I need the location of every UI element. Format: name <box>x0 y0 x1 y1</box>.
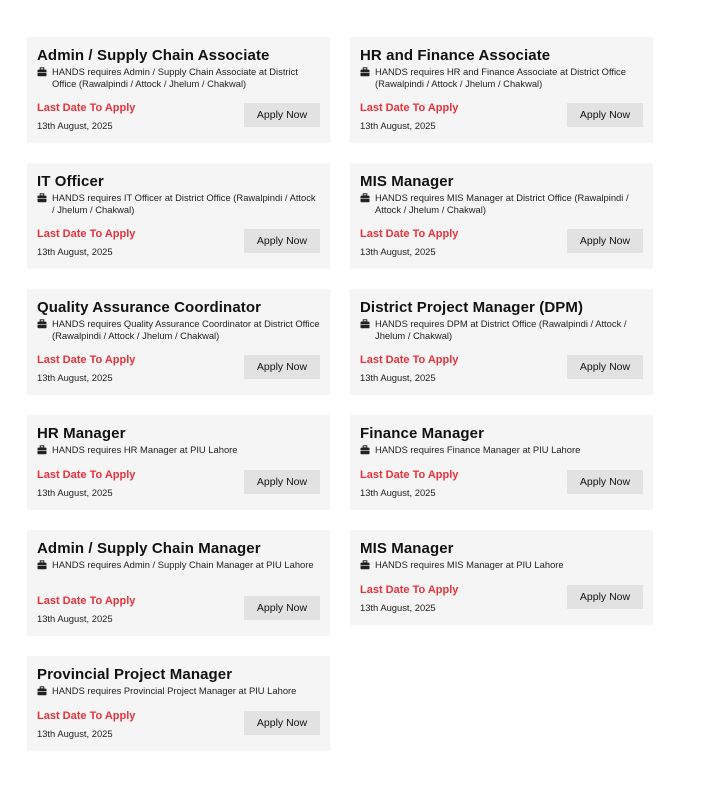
job-title: HR Manager <box>37 425 126 442</box>
job-description: HANDS requires MIS Manager at PIU Lahore <box>375 559 564 570</box>
deadline-label: Last Date To Apply <box>37 710 136 722</box>
briefcase-icon <box>360 560 370 570</box>
briefcase-icon <box>37 560 47 570</box>
job-footer <box>360 353 643 387</box>
briefcase-icon <box>360 193 370 203</box>
deadline-label: Last Date To Apply <box>360 584 459 596</box>
job-description-row <box>37 192 320 216</box>
job-title: MIS Manager <box>360 540 454 557</box>
job-card <box>350 37 653 143</box>
apply-now-button[interactable]: Apply Now <box>567 470 643 494</box>
job-description: HANDS requires HR Manager at PIU Lahore <box>52 444 238 455</box>
job-description: HANDS requires Quality Assurance Coordinator at District Office (Rawalpindi / Attock / Jhelum / Chakwal) <box>52 318 320 341</box>
job-footer <box>37 709 320 743</box>
job-description-row <box>360 318 643 342</box>
job-footer <box>37 101 320 135</box>
job-footer <box>360 468 643 502</box>
apply-now-button[interactable]: Apply Now <box>244 229 320 253</box>
job-title: Finance Manager <box>360 425 485 442</box>
job-footer <box>37 594 320 628</box>
job-footer <box>360 227 643 261</box>
briefcase-icon <box>37 686 47 696</box>
briefcase-icon <box>37 445 47 455</box>
deadline-date: 13th August, 2025 <box>360 487 436 498</box>
job-listings-grid <box>27 37 653 751</box>
job-footer <box>37 227 320 261</box>
briefcase-icon <box>360 67 370 77</box>
job-title: District Project Manager (DPM) <box>360 299 584 316</box>
job-card <box>350 530 653 625</box>
job-card <box>27 37 330 143</box>
job-title: Quality Assurance Coordinator <box>37 299 262 316</box>
deadline-label: Last Date To Apply <box>360 102 459 114</box>
deadline-label: Last Date To Apply <box>360 469 459 481</box>
job-description-row <box>360 66 643 90</box>
briefcase-icon <box>37 193 47 203</box>
job-card <box>350 163 653 269</box>
deadline-date: 13th August, 2025 <box>360 246 436 257</box>
deadline-date: 13th August, 2025 <box>37 487 113 498</box>
job-description-row <box>37 685 320 697</box>
briefcase-icon <box>360 445 370 455</box>
deadline-label: Last Date To Apply <box>37 102 136 114</box>
apply-now-button[interactable]: Apply Now <box>567 229 643 253</box>
job-title: Provincial Project Manager <box>37 666 233 683</box>
apply-now-button[interactable]: Apply Now <box>244 711 320 735</box>
job-title: HR and Finance Associate <box>360 47 551 64</box>
job-description: HANDS requires MIS Manager at District Office (Rawalpindi / Attock / Jhelum / Chakwal) <box>375 192 629 215</box>
job-title: Admin / Supply Chain Associate <box>37 47 270 64</box>
job-description-row <box>37 559 320 571</box>
deadline-date: 13th August, 2025 <box>37 613 113 624</box>
job-card <box>27 163 330 269</box>
deadline-date: 13th August, 2025 <box>37 728 113 739</box>
deadline-label: Last Date To Apply <box>360 228 459 240</box>
job-title: IT Officer <box>37 173 104 190</box>
briefcase-icon <box>37 67 47 77</box>
deadline-label: Last Date To Apply <box>37 469 136 481</box>
deadline-date: 13th August, 2025 <box>360 372 436 383</box>
job-footer <box>37 353 320 387</box>
apply-now-button[interactable]: Apply Now <box>244 355 320 379</box>
job-description: HANDS requires Admin / Supply Chain Associate at District Office (Rawalpindi / Attock / Jhelum / Chakwal) <box>52 66 298 89</box>
job-description: HANDS requires Finance Manager at PIU Lahore <box>375 444 581 455</box>
deadline-label: Last Date To Apply <box>37 228 136 240</box>
apply-now-button[interactable]: Apply Now <box>244 596 320 620</box>
job-description-row <box>37 444 320 456</box>
job-description-row <box>37 318 320 342</box>
job-card <box>27 289 330 395</box>
briefcase-icon <box>360 319 370 329</box>
deadline-label: Last Date To Apply <box>37 354 136 366</box>
job-card <box>350 289 653 395</box>
job-footer <box>360 101 643 135</box>
job-card <box>27 656 330 751</box>
job-description: HANDS requires IT Officer at District Office (Rawalpindi / Attock / Jhelum / Chakwal) <box>52 192 316 215</box>
job-footer <box>360 583 643 617</box>
job-description: HANDS requires Admin / Supply Chain Manager at PIU Lahore <box>52 559 314 570</box>
job-description-row <box>360 444 643 456</box>
job-title: Admin / Supply Chain Manager <box>37 540 261 557</box>
apply-now-button[interactable]: Apply Now <box>244 103 320 127</box>
deadline-date: 13th August, 2025 <box>37 120 113 131</box>
deadline-date: 13th August, 2025 <box>360 602 436 613</box>
job-description-row <box>360 192 643 216</box>
deadline-label: Last Date To Apply <box>360 354 459 366</box>
apply-now-button[interactable]: Apply Now <box>567 355 643 379</box>
job-card <box>27 415 330 510</box>
job-description-row <box>360 559 643 571</box>
deadline-label: Last Date To Apply <box>37 595 136 607</box>
job-footer <box>37 468 320 502</box>
job-card <box>27 530 330 636</box>
job-description-row <box>37 66 320 90</box>
job-card <box>350 415 653 510</box>
job-title: MIS Manager <box>360 173 454 190</box>
apply-now-button[interactable]: Apply Now <box>567 103 643 127</box>
job-description: HANDS requires DPM at District Office (Rawalpindi / Attock / Jhelum / Chakwal) <box>375 318 627 341</box>
deadline-date: 13th August, 2025 <box>360 120 436 131</box>
apply-now-button[interactable]: Apply Now <box>244 470 320 494</box>
briefcase-icon <box>37 319 47 329</box>
job-description: HANDS requires HR and Finance Associate at District Office (Rawalpindi / Attock / Jhelum / Chakwal) <box>375 66 626 89</box>
apply-now-button[interactable]: Apply Now <box>567 585 643 609</box>
job-description: HANDS requires Provincial Project Manager at PIU Lahore <box>52 685 297 696</box>
deadline-date: 13th August, 2025 <box>37 372 113 383</box>
deadline-date: 13th August, 2025 <box>37 246 113 257</box>
